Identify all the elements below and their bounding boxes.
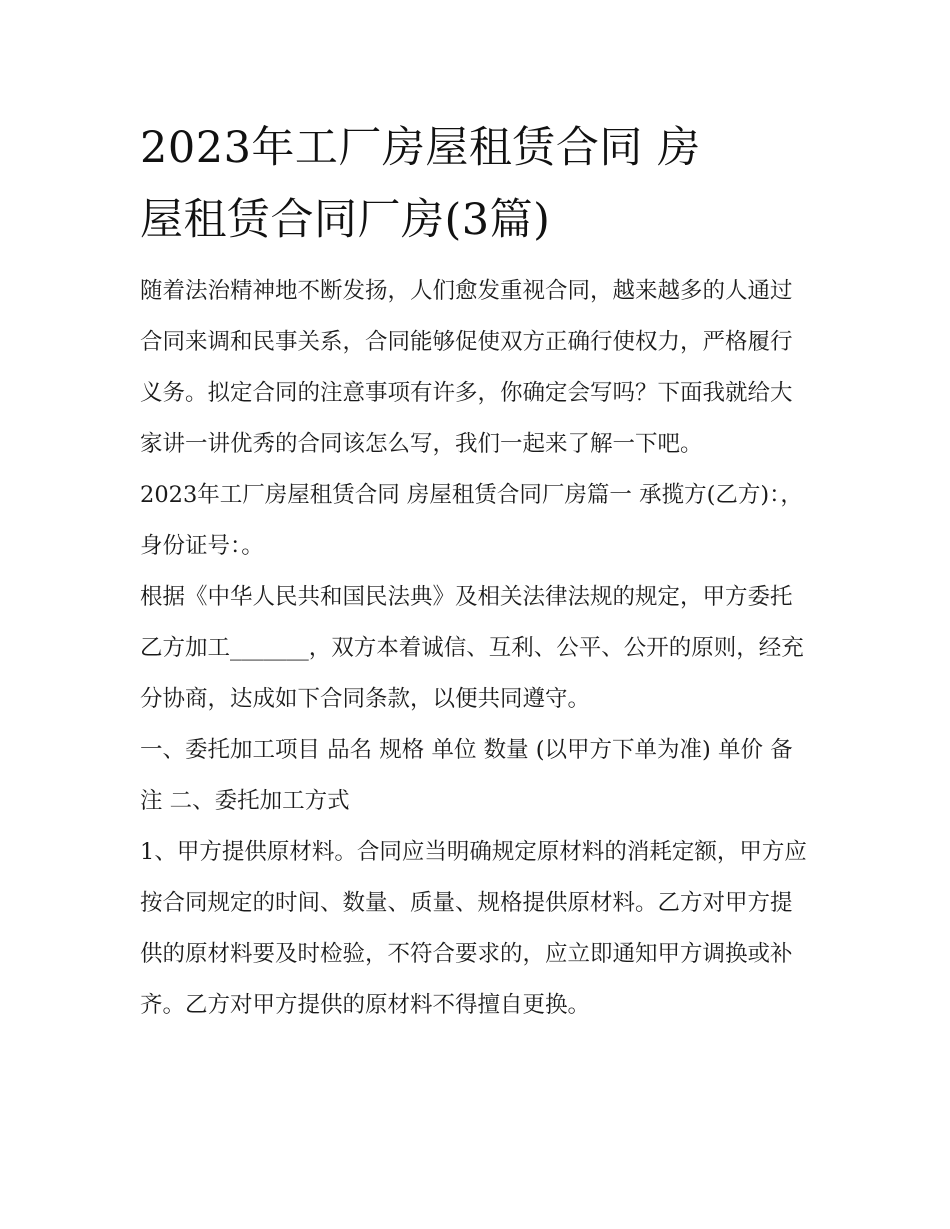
processing-items-paragraph: 一、委托加工项目 品名 规格 单位 数量 (以甲方下单为准) 单价 备注 二、委托加工方式 (140, 737, 793, 814)
document-page (140, 112, 812, 1031)
contract-heading-paragraph: 2023年工厂房屋租赁合同 房屋租赁合同厂房篇一 承揽方(乙方)：，身份证号：。 (140, 482, 803, 559)
intro-paragraph: 随着法治精神地不断发扬，人们愈发重视合同，越来越多的人通过合同来调和民事关系，合同能够促使双方正确行使权力，严格履行义务。拟定合同的注意事项有许多，你确定会写吗？下面我就给大家讲一讲优秀的合同该怎么写，我们一起来了解一下吧。 (140, 278, 793, 457)
document-title-line-1: 2023年工厂房屋租赁合同 房 (140, 123, 701, 173)
document-title (140, 112, 812, 256)
document-title-line-2: 屋租赁合同厂房(3篇) (140, 195, 551, 245)
legal-basis-paragraph: 根据《中华人民共和国民法典》及相关法律法规的规定，甲方委托乙方加工_______，双方本着诚信、互利、公平、公开的原则，经充分协商，达成如下合同条款，以便共同遵守。 (140, 584, 804, 712)
raw-material-clause-paragraph: 1、甲方提供原材料。合同应当明确规定原材料的消耗定额，甲方应按合同规定的时间、数量、质量、规格提供原材料。乙方对甲方提供的原材料要及时检验，不符合要求的，应立即通知甲方调换或补齐。乙方对甲方提供的原材料不得擅自更换。 (140, 839, 807, 1018)
